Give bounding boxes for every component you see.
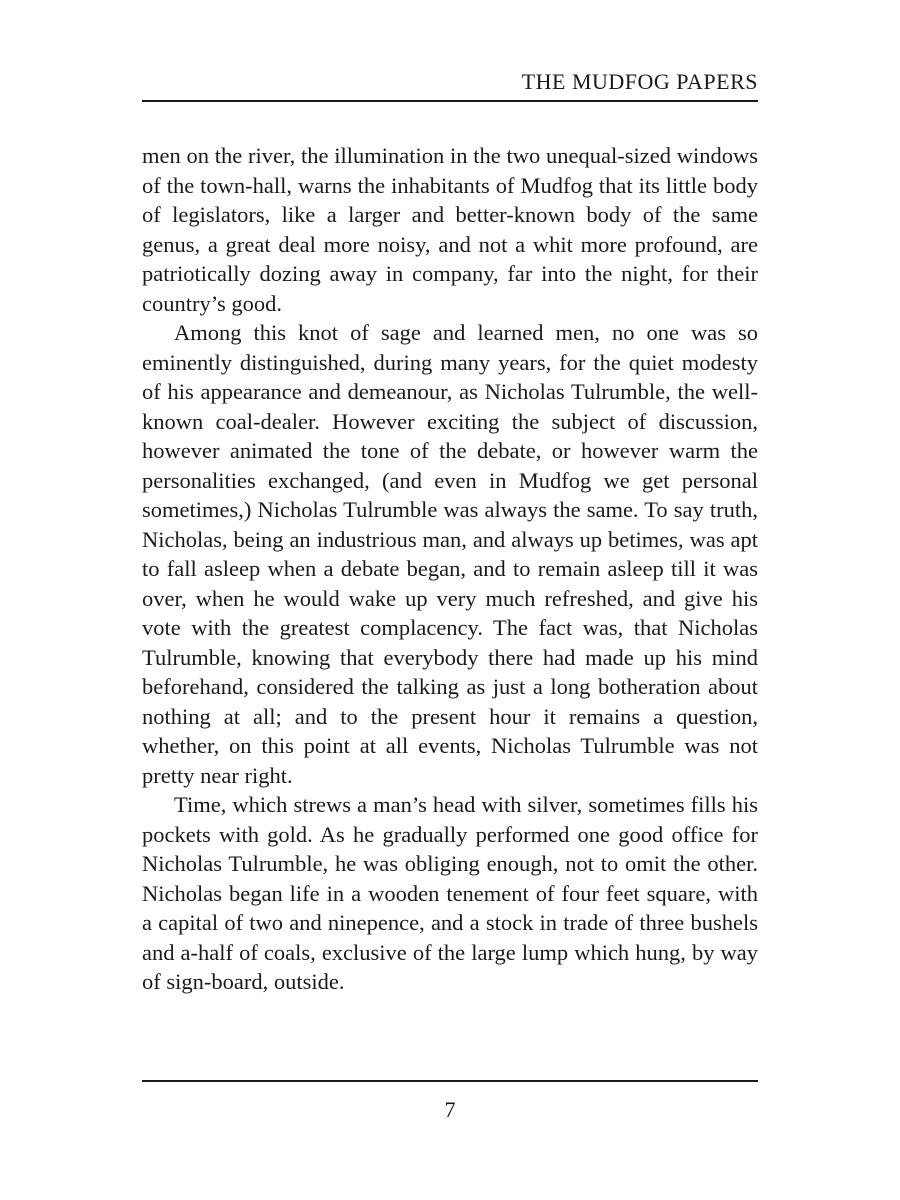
- page-number: 7: [444, 1097, 456, 1122]
- paragraph-3: Time, which strews a man’s head with silver, sometimes fills his pockets with gold. As he gradually performed one good office for Nicholas Tulrumble, he was obliging enough, not to omit the other. Nicholas began life in a wooden tenement of four feet square, with a capital of two and ninepence, and a stock in trade of three bushels and a-half of coals, exclusive of the large lump which hung, by way of sign-board, outside.: [142, 792, 758, 994]
- paragraph-1: men on the river, the illumination in the two unequal-sized windows of the town-hall, warns the inhabitants of Mudfog that its little body of legislators, like a larger and better-known body of the same genus, a great deal more noisy, and not a whit more profound, are patriotically dozing away in company, far into the night, for their country’s good.: [142, 143, 758, 316]
- header-rule: [142, 100, 758, 102]
- footer-rule: [142, 1080, 758, 1082]
- body-text: [142, 141, 758, 997]
- paragraph-2: Among this knot of sage and learned men, no one was so eminently distinguished, during many years, for the quiet modesty of his appearance and demeanour, as Nicholas Tulrumble, the well-known coal-dealer. However exciting the subject of discussion, however animated the tone of the debate, or however warm the personalities exchanged, (and even in Mudfog we get personal sometimes,) Nicholas Tulrumble was always the same. To say truth, Nicholas, being an industrious man, and always up betimes, was apt to fall asleep when a debate began, and to remain asleep till it was over, when he would wake up very much refreshed, and give his vote with the greatest complacency. The fact was, that Nicholas Tulrumble, knowing that everybody there had made up his mind beforehand, considered the talking as just a long botheration about nothing at all; and to the present hour it remains a question, whether, on this point at all events, Nicholas Tulrumble was not pretty near right.: [142, 320, 758, 788]
- running-head-title: THE MUDFOG PAPERS: [521, 69, 758, 94]
